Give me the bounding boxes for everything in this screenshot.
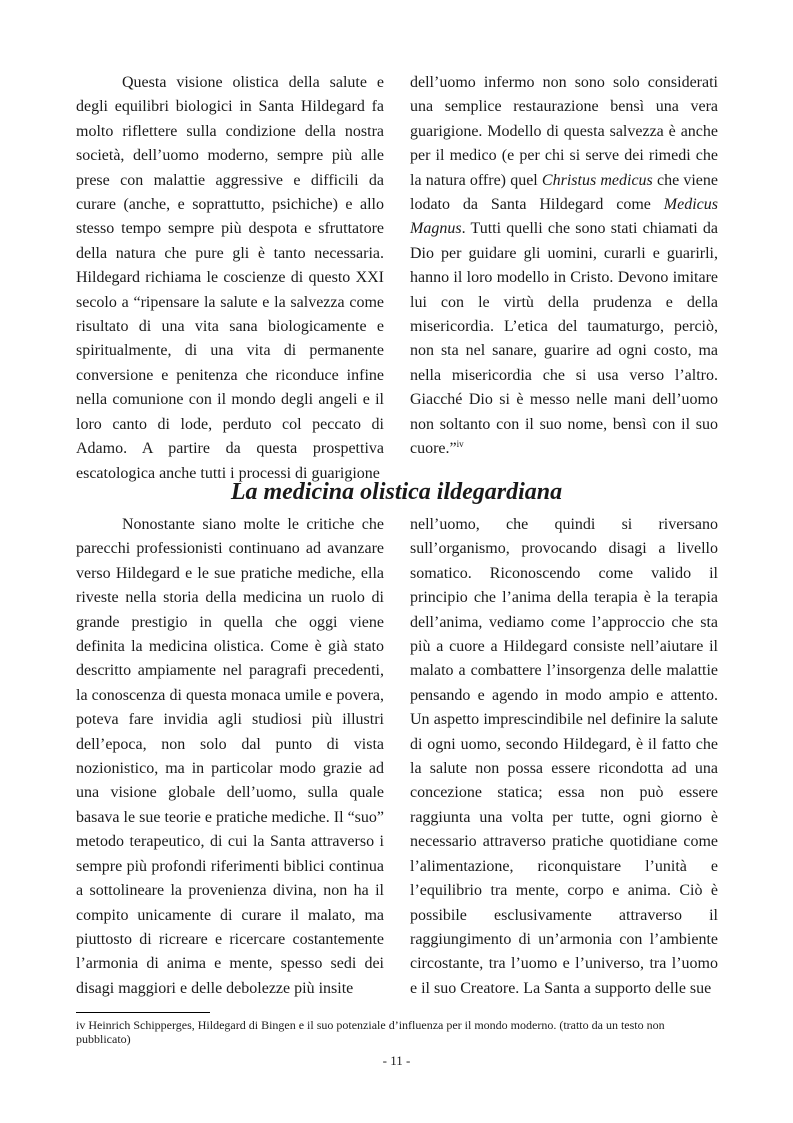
section2-left-column xyxy=(76,513,384,1001)
paragraph: Nonostante siano molte le critiche che parecchi professionisti continuano ad avanzare verso Hildegard e le sue pratiche mediche, ella riveste nella storia della medicina un ruolo di grande prestigio in quella che oggi viene definita la medicina olistica. Come è già stato descritto ampiamente nel paragrafi precedenti, la conoscenza di questa monaca umile e povera, poteva fare invidia agli studiosi più illustri dell’epoca, non solo dal punto di vista nozionistico, ma in particolar modo grazie ad una visione globale dell’uomo, sulla quale basava le sue teorie e pratiche mediche. Il “suo” metodo terapeutico, di cui la Santa attraverso i sempre più profondi riferimenti biblici continua a sottolineare la provenienza divina, non ha il compito unicamente di curare il malato, ma piuttosto di ricreare e ricercare costantemente l’armonia di anima e mente, spesso sedi dei disagi maggiori e delle debolezze più insite xyxy=(76,516,384,997)
footnote-separator xyxy=(76,1012,210,1013)
italic-term: Christus medicus xyxy=(541,171,653,189)
paragraph: Questa visione olistica della salute e degli equilibri biologici in Santa Hildegard fa molto riflettere sulla condizione della nostra società, dell’uomo moderno, sempre più alle prese con malattie aggressive e difficili da curare (anche, e soprattutto, psichiche) e allo stesso tempo sempre più despota e sfruttatore della natura che pure gli è tanto necessaria. Hildegard richiama le coscienze di questo XXI secolo a “ripensare la salute e la salvezza come risultato di una vita sana biologicamente e spiritualmente, di una vita di permanente conversione e penitenza che riconduce infine nella comunione con il mondo degli angeli e il loro canto di lode, perduto col peccato di Adamo. A partire da questa prospettiva escatologica anche tutti i processi di guarigione xyxy=(76,74,384,482)
paragraph: dell’uomo infermo non sono solo considerati una semplice restaurazione bensì una vera guarigione. Modello di questa salvezza è anche per il medico (e per chi si serve dei rimedi che la natura offre) quel Christus medicus che viene lodato da Santa Hildegard come Medicus Magnus. Tutti quelli che sono stati chiamati da Dio per guidare gli uomini, curarli e guarirli, hanno il loro modello in Cristo. Devono imitare lui con le virtù della prudenza e della misericordia. L’etica del taumaturgo, perciò, non sta nel sanare, guarire ad ogni costo, ma nella misericordia che si usa verso l’altro. Giacché Dio si è messo nelle mani dell’uomo non soltanto con il suo nome, bensì con il suo cuore.”$^{iv}$ xyxy=(410,74,718,458)
footnote: iv Heinrich Schipperges, Hildegard di Bingen e il suo potenziale d’influenza per il mondo moderno. (tratto da un testo non pubblicato) xyxy=(76,1018,665,1046)
section-heading: La medicina olistica ildegardiana xyxy=(230,479,563,505)
section1-left-column xyxy=(76,71,384,486)
footnote-reference[interactable]: iv xyxy=(456,439,464,450)
section1-right-column xyxy=(410,71,718,462)
italic-term: Medicus Magnus xyxy=(410,196,718,238)
paragraph: nell’uomo, che quindi si riversano sull’organismo, provocando disagi a livello somatico. Riconoscendo come valido il principio che l’anima della terapia è la terapia dell’anima, vediamo come l’approccio che sta più a cuore a Hildegard consiste nell’aiutare il malato a combattere l’insorgenza delle malattie pensando e agendo in modo ampio e attento. Un aspetto imprescindibile nel definire la salute di ogni uomo, secondo Hildegard, è il fatto che la salute non possa essere ricondotta ad una concezione statica; essa non può essere raggiunta una volta per tutte, ogni giorno è necessario attraverso pratiche quotidiane come l’alimentazione, riconquistare l’unità e l’equilibrio tra mente, corpo e anima. Ciò è possibile esclusivamente attraverso il raggiungimento di un’armonia con l’ambiente circostante, tra l’uomo e l’universo, tra l’uomo e il suo Creatore. La Santa a supporto delle sue xyxy=(410,516,718,997)
section2-right-column xyxy=(410,513,718,1001)
page-number: - 11 - xyxy=(382,1053,411,1068)
